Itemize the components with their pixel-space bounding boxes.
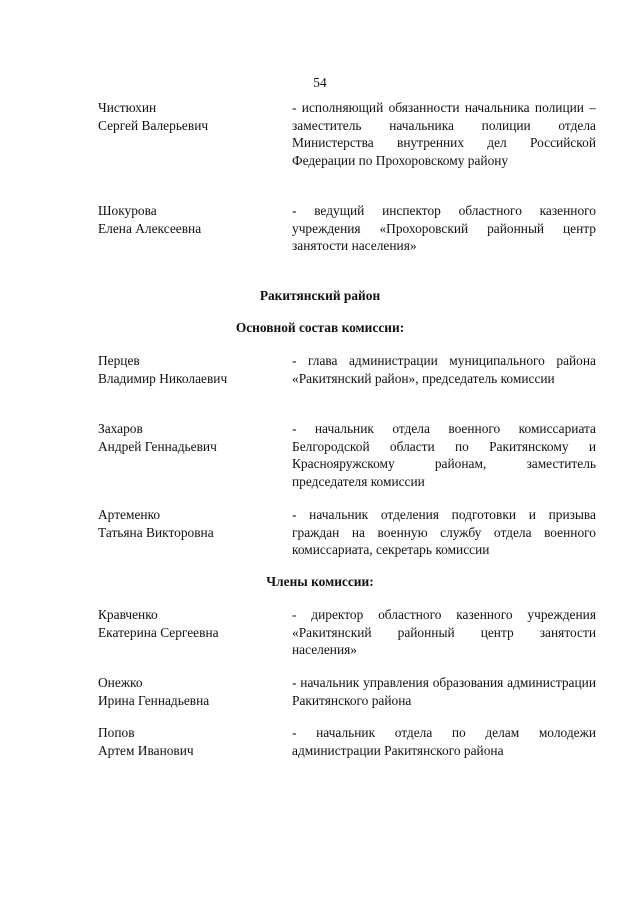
person-surname: Захаров bbox=[98, 421, 143, 436]
person-surname: Перцев bbox=[98, 353, 140, 368]
person-surname: Шокурова bbox=[98, 203, 157, 218]
person-surname: Онежко bbox=[98, 675, 143, 690]
person-name bbox=[98, 202, 288, 237]
person-name bbox=[98, 99, 288, 134]
person-given-names: Владимир Николаевич bbox=[98, 370, 228, 386]
person-name bbox=[98, 506, 288, 541]
person-surname: Кравченко bbox=[98, 607, 158, 622]
person-given-names: Екатерина Сергеевна bbox=[98, 624, 219, 640]
person-given-names: Сергей Валерьевич bbox=[98, 117, 209, 133]
person-role: - глава администрации муниципального района «Ракитянский район», председатель комиссии bbox=[292, 353, 596, 386]
person-name bbox=[98, 674, 288, 709]
person-given-names: Татьяна Викторовна bbox=[98, 524, 214, 540]
person-role: - начальник отдела по делам молодежи администрации Ракитянского района bbox=[292, 725, 596, 758]
person-surname: Артеменко bbox=[98, 507, 161, 522]
person-surname: Попов bbox=[98, 725, 135, 740]
person-role: - исполняющий обязанности начальника полиции – заместитель начальника полиции отдела Министерства внутренних дел Российской Федерации по Прохоровскому району bbox=[292, 100, 596, 168]
person-role: - директор областного казенного учреждения «Ракитянский районный центр занятости населения» bbox=[292, 607, 596, 657]
person-role: - ведущий инспектор областного казенного учреждения «Прохоровский районный центр занятости населения» bbox=[292, 203, 596, 253]
person-name bbox=[98, 724, 288, 759]
person-role: - начальник отделения подготовки и призыва граждан на военную службу отдела военного комиссариата, секретарь комиссии bbox=[292, 507, 596, 557]
person-role: - начальник управления образования администрации Ракитянского района bbox=[292, 675, 596, 708]
district-title: Ракитянский район bbox=[259, 288, 381, 303]
members-section-title: Члены комиссии: bbox=[266, 574, 374, 589]
person-given-names: Ирина Геннадьевна bbox=[98, 692, 210, 708]
main-section-title: Основной состав комиссии: bbox=[235, 320, 405, 335]
person-surname: Чистюхин bbox=[98, 100, 157, 115]
person-given-names: Артем Иванович bbox=[98, 742, 194, 758]
person-name bbox=[98, 420, 288, 455]
person-name bbox=[98, 352, 288, 387]
person-given-names: Андрей Геннадьевич bbox=[98, 438, 217, 454]
person-given-names: Елена Алексеевна bbox=[98, 220, 202, 236]
person-name bbox=[98, 606, 288, 641]
person-role: - начальник отдела военного комиссариата Белгородской области по Ракитянскому и Краснояружскому районам, заместитель председателя комиссии bbox=[292, 421, 596, 489]
page-number: 54 bbox=[313, 75, 327, 90]
